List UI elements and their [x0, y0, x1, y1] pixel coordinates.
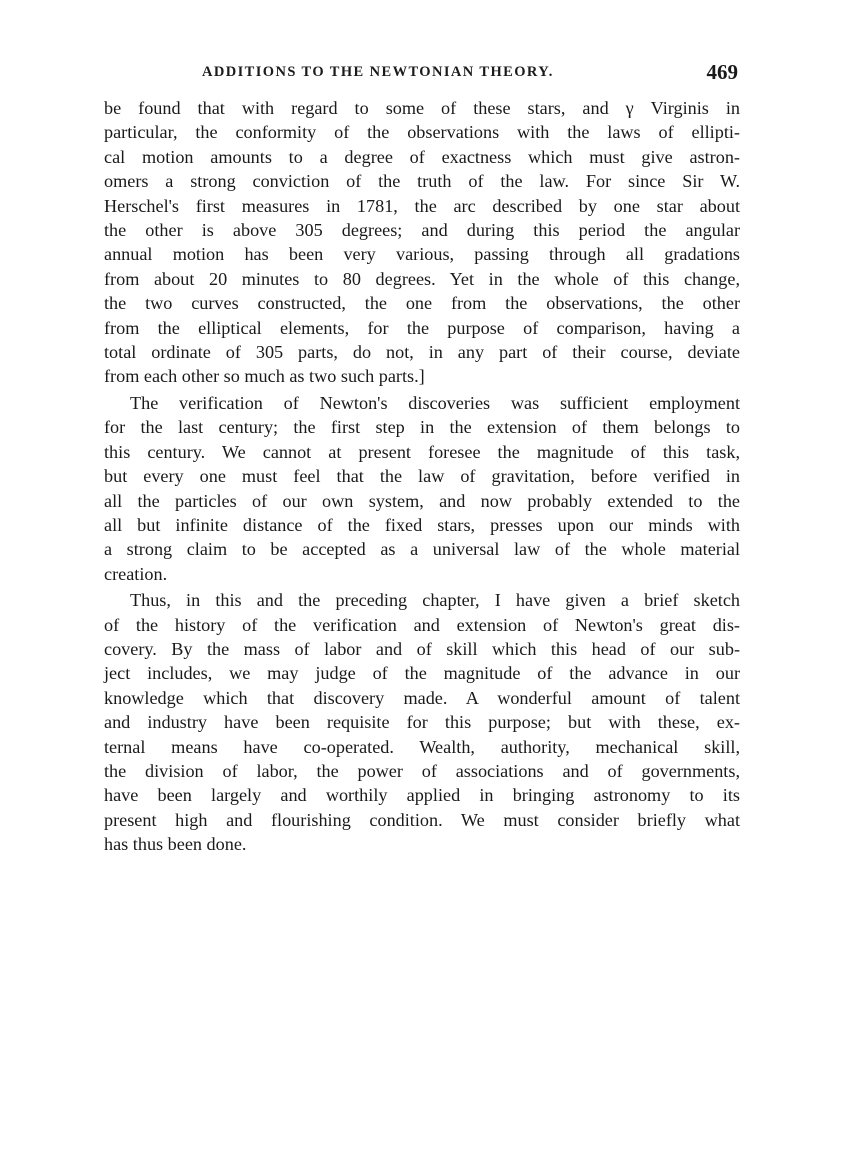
text-line: Thus, in this and the preceding chapter, I have given a brief sketch — [130, 590, 740, 611]
paragraph-3 — [104, 588, 740, 856]
text-line: Herschel's first measures in 1781, the arc described by one star about — [104, 195, 740, 216]
text-line: and industry have been requisite for this purpose; but with these, ex- — [104, 712, 740, 733]
text-line: from the elliptical elements, for the purpose of comparison, having a — [104, 317, 740, 338]
text-line: has thus been done. — [104, 834, 247, 855]
page-number: 469 — [706, 60, 738, 84]
text-line: knowledge which that discovery made. A wonderful amount of talent — [104, 687, 740, 708]
paragraph-1 — [104, 96, 740, 389]
text-line: ternal means have co-operated. Wealth, authority, mechanical skill, — [104, 736, 740, 757]
text-line: annual motion has been very various, passing through all gradations — [104, 244, 740, 265]
text-line: particular, the conformity of the observations with the laws of ellipti- — [104, 122, 740, 143]
text-line: ject includes, we may judge of the magnitude of the advance in our — [104, 663, 740, 684]
text-line: the division of labor, the power of associations and of governments, — [104, 760, 740, 781]
text-line: a strong claim to be accepted as a universal law of the whole material — [104, 539, 740, 560]
book-page — [104, 58, 740, 857]
text-line: from each other so much as two such parts.] — [104, 366, 425, 387]
text-line: covery. By the mass of labor and of skill which this head of our sub- — [104, 638, 740, 659]
text-line: the two curves constructed, the one from the observations, the other — [104, 293, 740, 314]
text-line: of the history of the verification and extension of Newton's great dis- — [104, 614, 740, 635]
text-line: all but infinite distance of the fixed stars, presses upon our minds with — [104, 514, 740, 535]
text-line: for the last century; the first step in the extension of them belongs to — [104, 417, 740, 438]
text-line: omers a strong conviction of the truth of the law. For since Sir W. — [104, 171, 740, 192]
text-line: The verification of Newton's discoveries was sufficient employment — [130, 392, 740, 413]
text-line: all the particles of our own system, and now probably extended to the — [104, 490, 740, 511]
text-line: creation. — [104, 563, 168, 584]
text-line: be found that with regard to some of these stars, and γ Virginis in — [104, 98, 740, 118]
running-head — [104, 58, 740, 90]
text-line: but every one must feel that the law of gravitation, before verified in — [104, 466, 740, 487]
body-text — [104, 96, 740, 857]
text-line: the other is above 305 degrees; and during this period the angular — [104, 220, 740, 241]
running-title: ADDITIONS TO THE NEWTONIAN THEORY. — [202, 64, 554, 80]
text-line: total ordinate of 305 parts, do not, in any part of their course, deviate — [104, 342, 740, 363]
text-line: present high and flourishing condition. We must consider briefly what — [104, 809, 740, 830]
paragraph-2 — [104, 391, 740, 586]
text-line: this century. We cannot at present foresee the magnitude of this task, — [104, 441, 740, 462]
text-line: cal motion amounts to a degree of exactness which must give astron- — [104, 146, 740, 167]
text-line: from about 20 minutes to 80 degrees. Yet in the whole of this change, — [104, 268, 740, 289]
text-line: have been largely and worthily applied in bringing astronomy to its — [104, 785, 740, 806]
